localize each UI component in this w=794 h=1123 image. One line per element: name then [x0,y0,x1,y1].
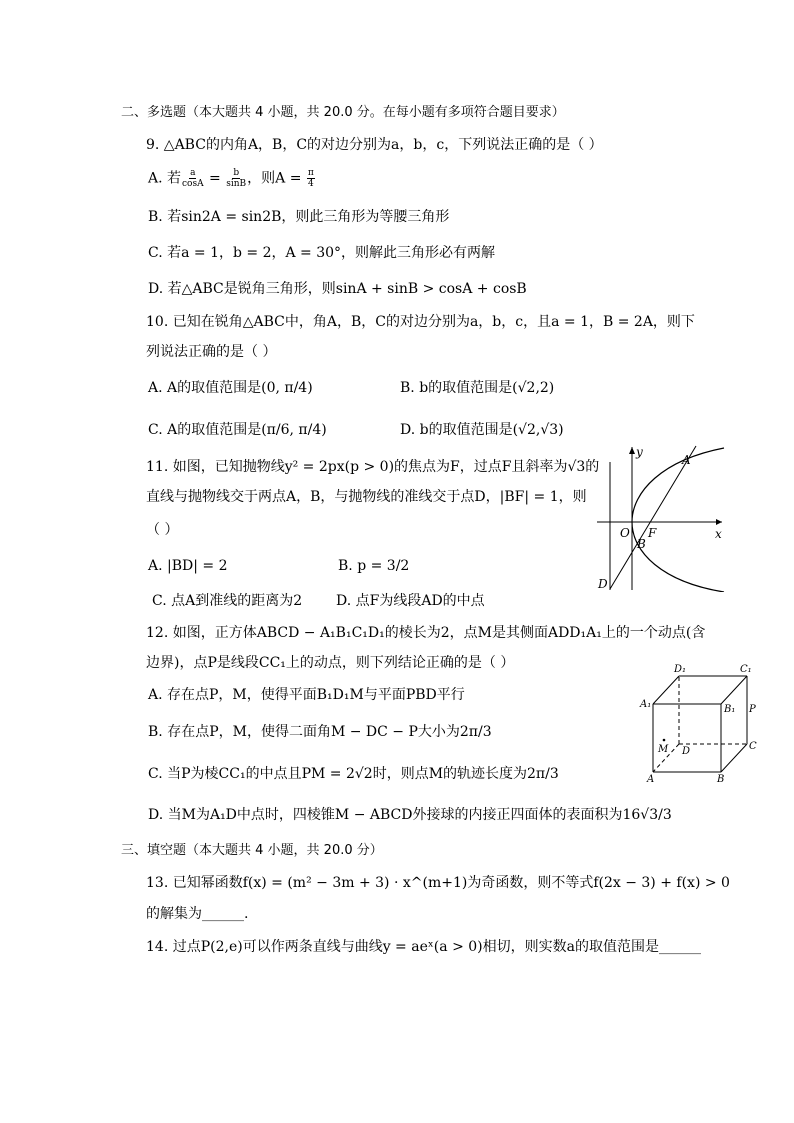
cube-label-a1: A₁ [640,699,652,710]
q9-option-c: C. 若a = 1，b = 2，A = 30°，则解此三角形必有两解 [148,245,496,261]
q9-option-a: A. 若 $\frac{a}{\cos A}$ = $\frac{b}{\sin B}$ ，则A = $\frac{\pi}{4}$ [148,168,314,189]
q10-option-d: D. b的取值范围是(√2,√3) [400,422,564,438]
fig-label-x: x [715,527,722,541]
section-2-heading: 二、多选题（本大题共 4 小题，共 20.0 分。在每小题有多项符合题目要求） [121,105,565,120]
cube-label-m: M [658,744,669,755]
q10-option-b: B. b的取值范围是(√2,2) [400,380,555,396]
cube-label-a: A [647,774,655,785]
q12-option-d: D. 当M为A₁D中点时，四棱锥M − ABCD外接球的内接正四面体的表面积为16√3/3 [148,807,672,823]
q11-stem-line1: 11. 如图，已知抛物线y² = 2px(p > 0)的焦点为F，过点F且斜率为√3的 [146,459,600,475]
section-3-heading: 三、填空题（本大题共 4 小题，共 20.0 分） [121,843,383,858]
q9-stem: 9. △ABC的内角A，B，C的对边分别为a，b，c，下列说法正确的是（ ） [146,137,603,153]
q9-option-b: B. 若sin2A = sin2B，则此三角形为等腰三角形 [148,209,450,225]
q9-option-d: D. 若△ABC是锐角三角形，则sinA + sinB > cosA + cosB [148,281,527,297]
q12-option-a: A. 存在点P，M，使得平面B₁D₁M与平面PBD平行 [148,687,465,703]
q11-option-d: D. 点F为线段AD的中点 [336,593,485,609]
q13-line2: 的解集为______. [146,906,249,922]
cube-figure [636,660,766,785]
fig-label-a: A [682,453,691,467]
q12-stem-line2: 边界)，点P是线段CC₁上的动点，则下列结论正确的是（ ） [146,655,515,671]
fig-label-b: B [637,537,646,551]
q12-stem-line1: 12. 如图，正方体ABCD − A₁B₁C₁D₁的棱长为2，点M是其侧面ADD₁A₁上的一个动点(含 [146,625,706,641]
fig-label-y: y [636,445,643,459]
q11-option-c: C. 点A到准线的距离为2 [152,593,303,609]
q10-stem-line2: 列说法正确的是（ ） [146,344,277,360]
cube-label-d: D [682,746,691,757]
q10-option-a: A. A的取值范围是(0, π/4) [148,380,313,396]
q12-option-c: C. 当P为棱CC₁的中点且PM = 2√2时，则点M的轨迹长度为2π/3 [148,766,559,782]
q13-line1: 13. 已知幂函数f(x) = (m² − 3m + 3) · x^(m+1)为奇函数，则不等式f(2x − 3) + f(x) > 0 [146,875,730,891]
q11-option-b: B. p = 3/2 [338,558,410,574]
cube-label-c: C [749,741,757,752]
q14-line1: 14. 过点P(2,e)可以作两条直线与曲线y = aeˣ(a > 0)相切，则实数a的取值范围是______ [146,939,701,955]
cube-label-d1: D₁ [674,664,687,675]
q11-stem-line3: （ ） [146,522,179,538]
q11-option-a: A. |BD| = 2 [148,558,228,574]
fig-label-o: O [620,526,630,540]
cube-label-b: B [717,774,725,785]
q12-option-b: B. 存在点P，M，使得二面角M − DC − P大小为2π/3 [148,724,492,740]
parabola-figure [592,442,732,592]
q10-option-c: C. A的取值范围是(π/6, π/4) [148,422,327,438]
q10-stem-line1: 10. 已知在锐角△ABC中，角A，B，C的对边分别为a，b，c，且a = 1，B = 2A，则下 [146,314,695,330]
cube-label-p: P [749,704,756,715]
fig-label-d: D [598,577,608,591]
cube-label-b1: B₁ [724,704,736,715]
q11-stem-line2: 直线与抛物线交于两点A，B，与抛物线的准线交于点D，|BF| = 1，则 [146,489,587,505]
fig-label-f: F [648,526,657,540]
cube-label-c1: C₁ [740,664,752,675]
